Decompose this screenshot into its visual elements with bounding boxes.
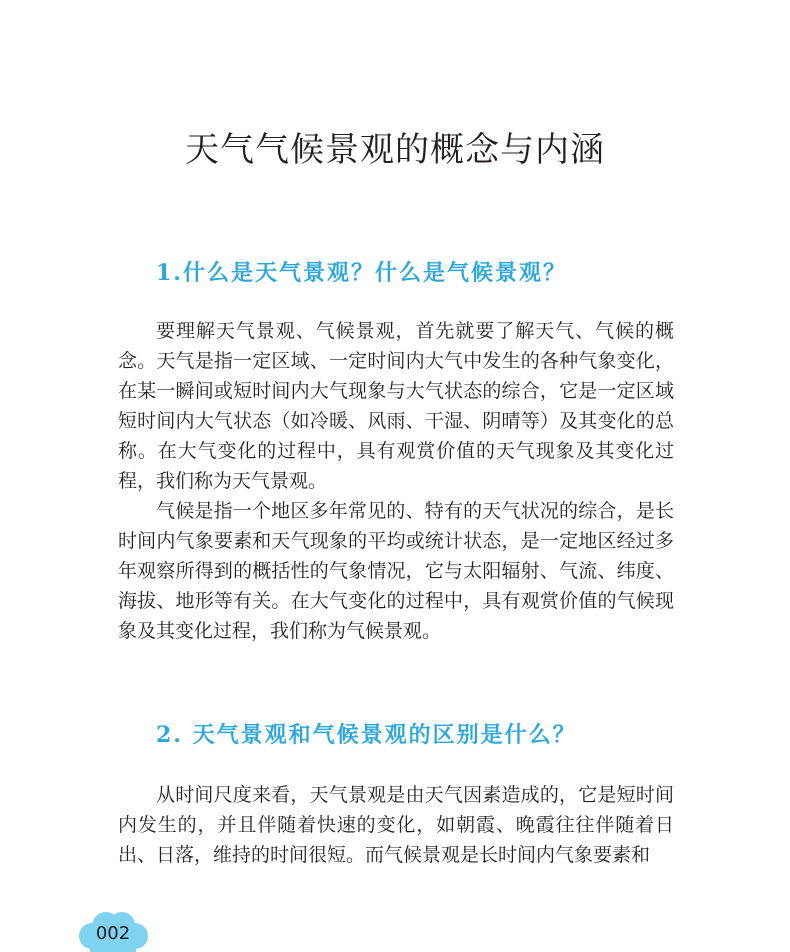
- paragraph: 气候是指一个地区多年常见的、特有的天气状况的综合，是长时间内气象要素和天气现象的平均或统计状态，是一定地区经过多年观察所得到的概括性的气象情况，它与太阳辐射、气流、纬度、海拔、地形等有关。在大气变化的过程中，具有观赏价值的气候现象及其变化过程，我们称为气候景观。: [118, 500, 674, 642]
- page-number-badge: [76, 910, 150, 952]
- paragraph: 要理解天气景观、气候景观，首先就要了解天气、气候的概念。天气是指一定区域、一定时间内大气中发生的各种气象变化，在某一瞬间或短时间内大气现象与大气状态的综合，它是一定区域短时间内大气状态（如冷暖、风雨、干湿、阴晴等）及其变化的总称。在大气变化的过程中，具有观赏价值的天气现象及其变化过程，我们称为天气景观。: [118, 320, 674, 492]
- page-title: 天气气候景观的概念与内涵: [185, 130, 605, 170]
- section-body-2: [118, 780, 674, 870]
- page-number: 002: [95, 923, 131, 944]
- section-body-1: [118, 316, 674, 646]
- section-heading-1: 1.什么是天气景观？什么是气候景观？: [156, 260, 567, 286]
- section-heading-2: 2. 天气景观和气候景观的区别是什么？: [156, 722, 577, 748]
- paragraph: 从时间尺度来看，天气景观是由天气因素造成的，它是短时间内发生的，并且伴随着快速的变化，如朝霞、晚霞往往伴随着日出、日落，维持的时间很短。而气候景观是长时间内气象要素和: [118, 784, 674, 866]
